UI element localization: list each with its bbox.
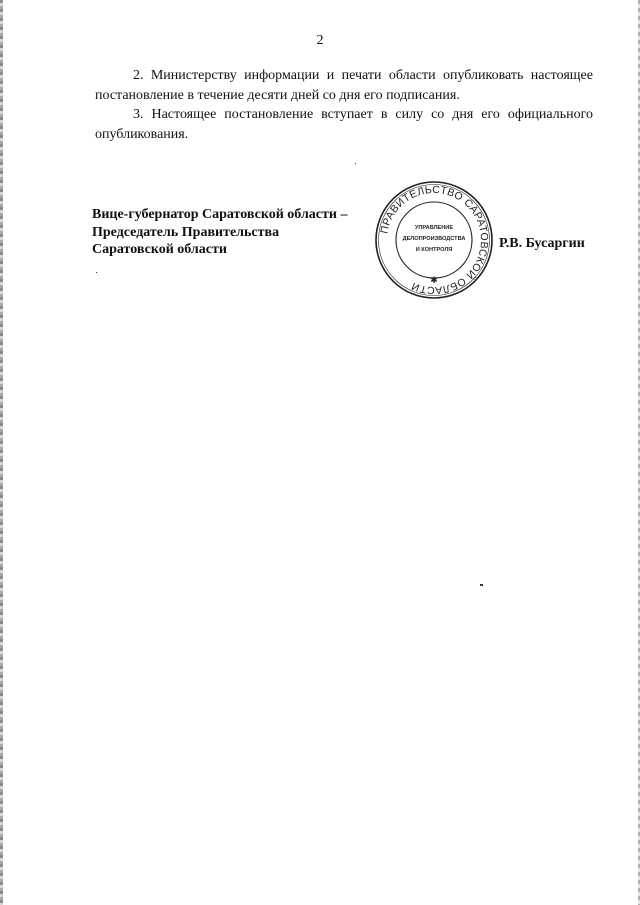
- scan-speck: [355, 163, 356, 164]
- seal-inner-line-2: ДЕЛОПРОИЗВОДСТВА: [402, 236, 466, 242]
- document-body: [95, 66, 593, 144]
- scan-speck: [96, 272, 97, 273]
- signature-position-line-3: Саратовской области: [92, 242, 227, 257]
- paragraph-2: 2. Министерству информации и печати области опубликовать настоящее постановление в течение десяти дней со дня его подписания.: [95, 68, 593, 103]
- seal-star-icon: ✱: [430, 276, 438, 286]
- seal-outer-text: ПРАВИТЕЛЬСТВО САРАТОВСКОЙ ОБЛАСТИ: [378, 183, 491, 297]
- paragraph-3: 3. Настоящее постановление вступает в силу со дня его официального опубликования.: [95, 107, 593, 142]
- seal-inner-line-1: УПРАВЛЕНИЕ: [414, 225, 454, 231]
- seal-inner-line-3: И КОНТРОЛЯ: [415, 247, 453, 253]
- page-number: 2: [316, 33, 324, 48]
- signature-position-line-1: Вице-губернатор Саратовской области –: [92, 207, 348, 222]
- scan-speck: [480, 584, 483, 586]
- official-seal: [374, 180, 494, 300]
- scan-edge-left: [0, 0, 3, 905]
- signer-name: Р.В. Бусаргин: [499, 236, 585, 251]
- signature-position-line-2: Председатель Правительства: [92, 224, 280, 240]
- signature-position: [92, 206, 382, 259]
